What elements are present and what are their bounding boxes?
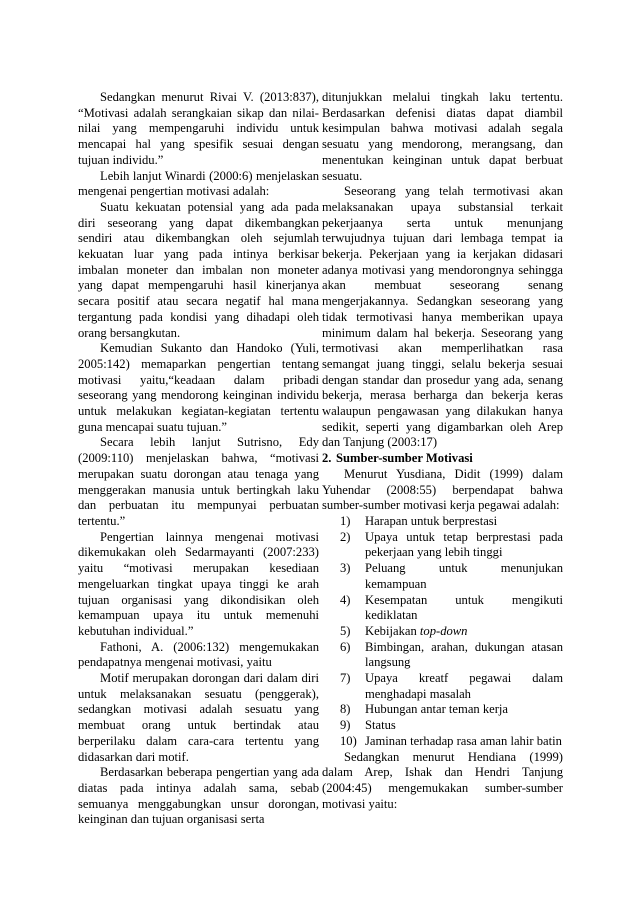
motivation-sources-list xyxy=(322,514,563,750)
paragraph-rivai: Sedangkan menurut Rivai V. (2013:837), “Motivasi adalah serangkaian sikap dan nilai-nilai yang mempengaruhi individu untuk mencapai hal yang spesifik sesuai dengan tujuan individu.” xyxy=(78,90,319,167)
list-item: 2) Upaya untuk tetap berprestasi pada pekerjaan yang lebih tinggi xyxy=(340,529,563,560)
paragraph-sutrisno: Secara lebih lanjut Sutrisno, Edy (2009:110) menjelaskan bahwa, “motivasi merupakan suatu dorongan atau tenaga yang menggerakan manusia untuk bertingkah laku dan perbuatan itu mempunyai perbuatan tertentu.” xyxy=(78,435,319,528)
paragraph-winardi-quote: Suatu kekuatan potensial yang ada pada diri seseorang yang dapat dikembangkan sendiri atau dikembangkan oleh sejumlah kekuatan luar yang pada intinya berkisar imbalan moneter dan imbalan non moneter yang dapat mempengaruhi hasil kinerjanya secara positif atau secara negatif hal mana tergantung pada kondisi yang dihadapi oleh orang bersangkutan. xyxy=(78,199,319,340)
list-item: 3) Peluang untuk menunjukan kemampuan xyxy=(340,561,563,591)
section-heading-number: 2. xyxy=(322,451,332,466)
paragraph-conclusion-start: Berdasarkan beberapa pengertian yang ada diatas pada intinya adalah sama, sebab semuanya menggabungkan unsur dorongan, keinginan dan tujuan organisasi serta xyxy=(78,765,319,827)
list-item: 8) Hubungan antar teman kerja xyxy=(340,702,509,717)
right-column xyxy=(322,90,563,812)
paragraph-sukanto-handoko: Kemudian Sukanto dan Handoko (Yuli, 2005:142) memaparkan pengertian tentang motivasi yaitu,“keadaan dalam pribadi seseorang yang mendorong keinginan individu untuk melakukan kegiatan-kegiatan tertentu guna mencapai suatu tujuan.” xyxy=(78,341,319,434)
left-column xyxy=(78,90,319,828)
list-item: 4) Kesempatan untuk mengikuti kediklatan xyxy=(340,592,563,623)
list-item: 5) Kebijakan top-down xyxy=(340,623,468,638)
section-heading xyxy=(322,451,563,467)
list-item: 9) Status xyxy=(340,718,396,733)
paragraph-fathoni-intro: Fathoni, A. (2006:132) mengemukakan pendapatnya mengenai motivasi, yaitu xyxy=(78,639,319,670)
list-item: 7) Upaya kreatf pegawai dalam menghadapi masalah xyxy=(340,671,563,701)
paragraph-hendiana: Sedangkan menurut Hendiana (1999) dalam Arep, Ishak dan Hendri Tanjung (2004:45) mengemukakan sumber-sumber motivasi yaitu: xyxy=(322,749,563,811)
paragraph-yusdiana: Menurut Yusdiana, Didit (1999) dalam Yuhendar (2008:55) berpendapat bahwa sumber-sumber motivasi kerja pegawai adalah: xyxy=(322,466,563,513)
paragraph-conclusion-end: ditunjukkan melalui tingkah laku tertentu. Berdasarkan defenisi diatas dapat diambil kesimpulan bahwa motivasi adalah segala sesuatu yang mendorong, merangsang, dan menentukan keinginan untuk dapat berbuat sesuatu. xyxy=(322,90,563,183)
paragraph-sedarmayanti: Pengertian lainnya mengenai motivasi dikemukakan oleh Sedarmayanti (2007:233) yaitu “motivasi merupakan kesediaan mengeluarkan tingkat upaya tinggi ke arah tujuan organisasi yang dikondisikan oleh kemampuan upaya itu untuk memenuhi kebutuhan individual.” xyxy=(78,529,319,638)
paragraph-winardi-intro: Lebih lanjut Winardi (2000:6) menjelaskan mengenai pengertian motivasi adalah: xyxy=(78,168,319,199)
list-item: 10) Jaminan terhadap rasa aman lahir batin xyxy=(340,733,562,748)
list-item: 1) Harapan untuk berprestasi xyxy=(340,513,498,528)
section-heading-text: Sumber-sumber Motivasi xyxy=(336,451,473,466)
paragraph-motivated-person: Seseorang yang telah termotivasi akan melaksanakan upaya substansial terkait pekerjaanya serta untuk menunjang terwujudnya tujuan dari lembaga tempat ia bekerja. Pekerjaan yang ia kerjakan didasari adanya motivasi yang mendorongnya sehingga akan membuat seseorang senang mengerjakannya. Sedangkan seseorang yang tidak termotivasi hanya memberikan upaya minimum dalam hal bekerja. Seseorang yang termotivasi akan memperlihatkan rasa semangat juang tinggi, selalu bekerja sesuai dengan standar dan prosedur yang ada, senang bekerja, merasa berharga dan bekerja keras walaupun pengawasan yang dilakukan hanya sedikit, seperti yang digambarkan oleh Arep dan Tanjung (2003:17) xyxy=(322,184,563,450)
paragraph-fathoni-quote: Motif merupakan dorongan dari dalam diri untuk melaksanakan sesuatu (penggerak), sedangkan motivasi adalah sesuatu yang membuat orang untuk bertindak atau berperilaku dalam cara-cara tertentu yang didasarkan dari motif. xyxy=(78,671,319,764)
list-item: 6) Bimbingan, arahan, dukungan atasan langsung xyxy=(340,639,563,670)
